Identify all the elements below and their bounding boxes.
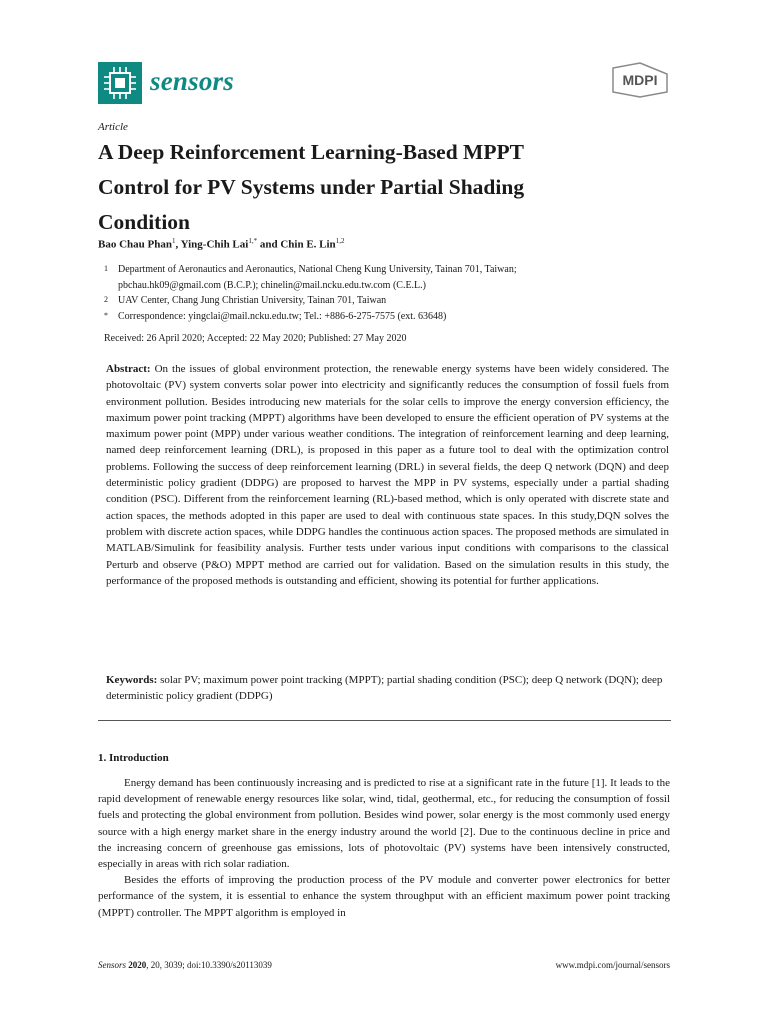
affiliation-mark: 1 (104, 264, 108, 273)
author-separator: and (257, 238, 281, 251)
mdpi-logo-text: MDPI (622, 72, 658, 88)
chip-icon (98, 62, 142, 104)
journal-name: sensors (150, 66, 234, 96)
author-list (98, 237, 344, 251)
keywords-label: Keywords: (106, 674, 158, 686)
journal-url-link[interactable]: www.mdpi.com/journal/sensors (555, 960, 670, 970)
section-divider (98, 720, 671, 721)
section-heading: 1. Introduction (98, 752, 169, 764)
affiliation-mark: 2 (104, 295, 108, 304)
title-line: Control for PV Systems under Partial Shading (98, 175, 525, 199)
affiliation-mark: * (104, 310, 108, 320)
author-affiliation-mark: 1,2 (335, 237, 345, 245)
affiliation-item (104, 293, 664, 309)
publication-dates: Received: 26 April 2020; Accepted: 22 May 2020; Published: 27 May 2020 (104, 333, 407, 344)
footer-year: 2020 (128, 960, 147, 970)
affiliation-item (104, 262, 664, 293)
body-paragraph: Besides the efforts of improving the production process of the PV module and converter power electronics for better performance of the system, it is essential to enhance the system throughput with an efficient maximum power point tracking (MPPT) controller. The MPPT algorithm is employed in (98, 874, 670, 919)
article-type: Article (98, 121, 128, 133)
author-name: Bao Chau Phan (98, 238, 172, 251)
affiliation-line: UAV Center, Chang Jung Christian University, Tainan 701, Taiwan (118, 295, 387, 306)
author-affiliation-mark: 1 (171, 237, 176, 245)
mdpi-hexagon-logo (610, 62, 670, 98)
abstract-label: Abstract: (106, 363, 151, 375)
affiliation-line: Department of Aeronautics and Aeronautics, National Cheng Kung University, Tainan 701, Taiwan; (118, 264, 517, 275)
author-affiliation-mark: 1,* (248, 237, 258, 245)
keywords (106, 672, 669, 705)
affiliation-item (104, 309, 664, 325)
title-line: A Deep Reinforcement Learning-Based MPPT (98, 140, 524, 164)
keywords-text: solar PV; maximum power point tracking (MPPT); partial shading condition (PSC); deep Q network (DQN); deep deterministic policy gradient (DDPG) (106, 674, 663, 703)
author-name: Chin E. Lin (280, 238, 336, 251)
abstract (106, 361, 669, 589)
body-paragraph: Energy demand has been continuously increasing and is predicted to rise at a significant rate in the future [1]. It leads to the rapid development of renewable energy resources like solar, wind, tidal, geothermal, etc., for reducing the consumption of fossil fuels and protecting the global environment from pollution. Besides wind power, solar energy is the most commonly used energy source with a high energy market share in the energy industry around the world [2]. Due to the continuous decline in price and the increasing concern of greenhouse gas emissions, lots of photovoltaic (PV) systems have been intensively constructed, especially in areas with rich solar radiation. (98, 777, 670, 871)
citation (98, 960, 272, 970)
abstract-text: On the issues of global environment protection, the renewable energy systems have been widely considered. The photovoltaic (PV) system converts solar power into electricity and significantly reduces the consumption of fossil fuels from environment pollution. Besides introducing new materials for the solar cells to improve the energy conversion efficiency, the maximum power point tracking (MPPT) algorithms have been developed to ensure the efficient operation of PV systems at the maximum power point (MPP) under various weather conditions. The integration of reinforcement learning and deep learning, named deep reinforcement learning (DRL), is proposed in this paper as a future tool to deal with the optimization control problems. Following the success of deep reinforcement learning (DRL) in several fields, the deep Q network (DQN) and deep deterministic policy gradient (DDPG) are proposed to harvest the MPP in PV systems, especially under a partial shading condition (PSC). Different from the reinforcement learning (RL)-based method, which is only operated with discrete state and action spaces, the methods adopted in this paper are used to deal with continuous state spaces. In this study,DQN solves the problem with discrete action spaces, while DDPG handles the continuous action spaces. The proposed methods are simulated in MATLAB/Simulink for feasibility analysis. Further tests under various input conditions with comparisons to the classical Perturb and observe (P&O) MPPT method are carried out for validation. Based on the simulation results in this study, the performance of the proposed methods is outstanding and efficient, showing its potential for further applications. (106, 363, 669, 587)
paper-title (98, 135, 658, 240)
title-line: Condition (98, 210, 191, 234)
affiliation-line: pbchau.hk09@gmail.com (B.C.P.); chinelin@mail.ncku.edu.tw.com (C.E.L.) (118, 279, 426, 291)
footer-citation-rest: , 20, 3039; doi:10.3390/s20113039 (146, 960, 272, 970)
journal-header (98, 62, 670, 106)
correspondence-line: Correspondence: yingclai@mail.ncku.edu.tw; Tel.: +886-6-275-7575 (ext. 63648) (118, 310, 447, 322)
affiliations (104, 262, 664, 324)
author-name: Ying-Chih Lai (180, 238, 249, 251)
author-separator: , (175, 238, 181, 251)
introduction-body (98, 775, 670, 921)
footer-journal: Sensors (98, 960, 127, 970)
